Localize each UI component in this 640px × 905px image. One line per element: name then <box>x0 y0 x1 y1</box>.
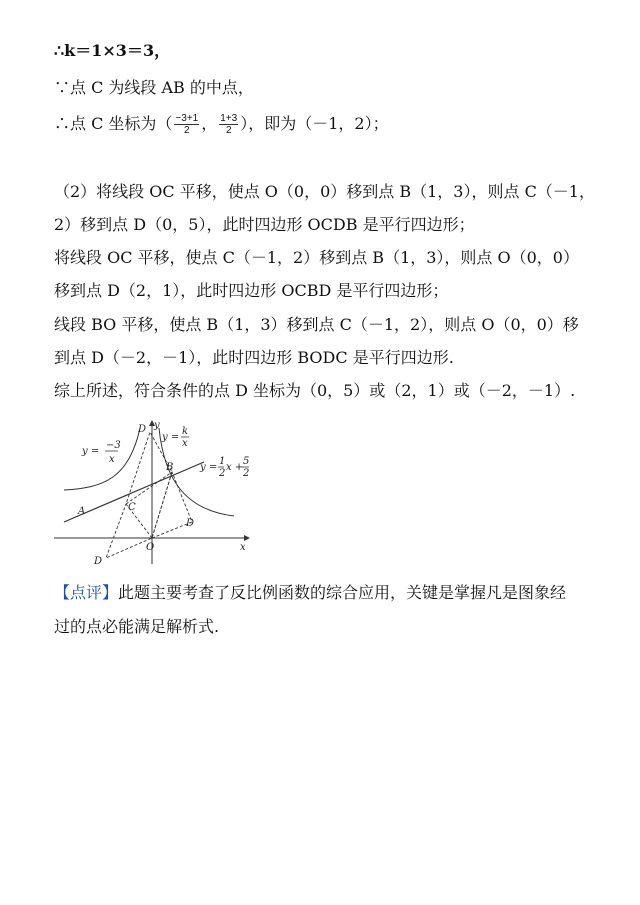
comment-text: 此题主要考查了反比例函数的综合应用，关键是掌握凡是图象经 <box>118 583 567 602</box>
text-line-4: （2）将线段 OC 平移，使点 O（0，0）移到点 B（1，3），则点 C（－1， <box>54 182 595 201</box>
label-half-num: 1 <box>219 456 226 467</box>
text-line-8: 线段 BO 平移，使点 B（1，3）移到点 C（－1，2），则点 O（0，0）移 <box>54 315 579 334</box>
label-a: A <box>78 506 86 517</box>
graph-svg <box>54 418 254 566</box>
label-y-axis: y <box>154 420 160 431</box>
x-axis-arrow <box>244 535 250 541</box>
text-line-7: 移到点 D（2，1），此时四边形 OCBD 是平行四边形； <box>54 281 449 300</box>
curve-neg3-over-x <box>64 428 140 490</box>
text-line-6: 将线段 OC 平移，使点 C（－1，2）移到点 B（1，3），则点 O（0，0） <box>54 248 579 267</box>
text-line-3-pre: ∴点 C 坐标为（ <box>54 114 173 133</box>
fraction-y-numerator: 1+3 <box>220 113 238 124</box>
fraction-y <box>219 113 238 136</box>
text-line-2: ∵点 C 为线段 AB 的中点， <box>54 78 254 97</box>
label-y-eq-2: y = <box>162 432 180 443</box>
label-x-axis: x <box>240 542 246 553</box>
label-half-den: 2 <box>219 468 226 479</box>
label-line-eq: y = <box>200 462 218 473</box>
label-k: k <box>182 426 189 437</box>
parallelogram-bodc <box>106 472 172 558</box>
label-b: B <box>166 462 174 473</box>
fraction-x-denominator: 2 <box>184 125 190 136</box>
text-line-9: 到点 D（－2，－1），此时四边形 BODC 是平行四边形. <box>54 348 454 367</box>
comment-tag: 【点评】 <box>54 583 119 602</box>
text-line-3-comma: ， <box>201 114 218 133</box>
label-five: 5 <box>243 456 250 467</box>
label-o: O <box>146 542 155 553</box>
label-x2: x <box>182 438 188 449</box>
comment-line-2: 过的点必能满足解析式. <box>54 617 220 636</box>
function-graph-figure <box>54 418 254 566</box>
text-line-10: 综上所述，符合条件的点 D 坐标为（0，5）或（2，1）或（－2，－1）. <box>54 381 576 400</box>
label-y-eq-1: y = <box>82 446 100 457</box>
label-d-bottom: D <box>94 556 103 566</box>
label-x1: x <box>109 454 115 465</box>
label-d-right: D <box>186 518 195 529</box>
fraction-x-numerator: −3+1 <box>175 113 199 124</box>
label-two: 2 <box>243 468 250 479</box>
comment-line-1 <box>54 582 566 604</box>
label-neg3: −3 <box>106 440 121 451</box>
label-c: C <box>128 502 136 513</box>
fraction-x <box>174 113 199 136</box>
label-d-top: D <box>138 424 147 435</box>
text-line-3-post: ），即为（－1，2）； <box>240 114 389 133</box>
text-line-5: 2）移到点 D（0，5），此时四边形 OCDB 是平行四边形； <box>54 215 475 234</box>
label-x-term: x + <box>226 462 244 473</box>
text-line-1: ∴k＝1×3＝3， <box>54 41 171 60</box>
fraction-y-denominator: 2 <box>225 125 232 136</box>
text-line-3 <box>54 113 389 136</box>
